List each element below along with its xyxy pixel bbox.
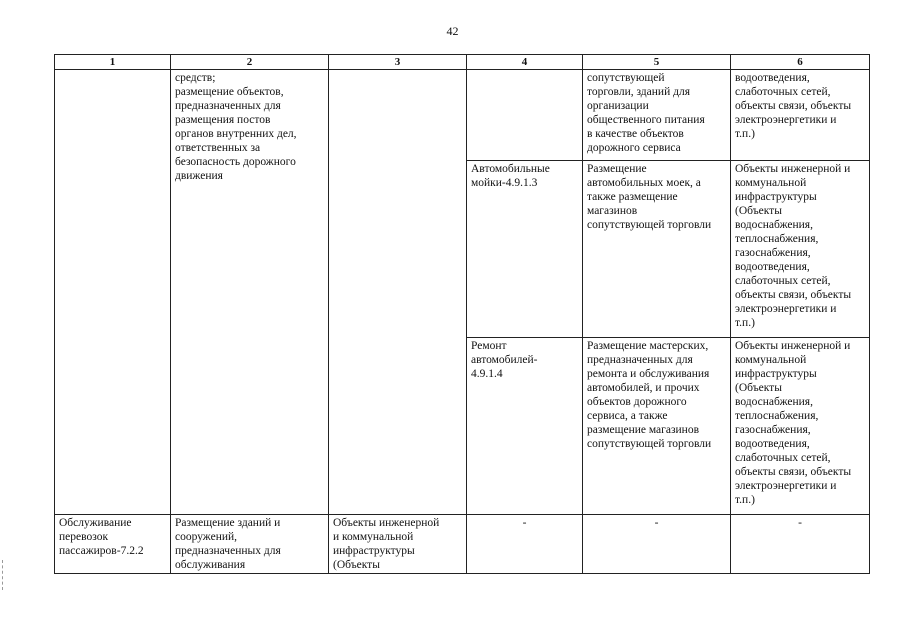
land-use-table bbox=[54, 54, 870, 574]
cell-continued-col1 bbox=[55, 70, 171, 515]
column-header-1: 1 bbox=[55, 55, 171, 70]
cell-passenger-service-col4: - bbox=[467, 515, 583, 574]
cell-car-wash-description: Размещение автомобильных моек, а также размещение магазинов сопутствующей торговли bbox=[583, 161, 731, 338]
column-header-2: 2 bbox=[171, 55, 329, 70]
table-row bbox=[55, 70, 870, 161]
cell-continued-col6: водоотведения, слаботочных сетей, объекты связи, объекты электроэнергетики и т.п.) bbox=[731, 70, 870, 161]
column-header-3: 3 bbox=[329, 55, 467, 70]
cell-car-wash-type: Автомобильные мойки-4.9.1.3 bbox=[467, 161, 583, 338]
header-row bbox=[55, 55, 870, 70]
page-number: 42 bbox=[446, 24, 459, 38]
table-row bbox=[55, 515, 870, 574]
cell-car-repair-infrastructure: Объекты инженерной и коммунальной инфраструктуры (Объекты водоснабжения, теплоснабжения, газоснабжения, водоотведения, слаботочных сетей, объекты связи, объекты электроэнергетики и т.п.) bbox=[731, 338, 870, 515]
cell-passenger-service-col6: - bbox=[731, 515, 870, 574]
cell-passenger-service-type: Обслуживание перевозок пассажиров-7.2.2 bbox=[55, 515, 171, 574]
column-header-5: 5 bbox=[583, 55, 731, 70]
cell-continued-col4 bbox=[467, 70, 583, 161]
cell-continued-col5: сопутствующей торговли, зданий для организации общественного питания в качестве объектов дорожного сервиса bbox=[583, 70, 731, 161]
scan-edge-mark bbox=[2, 560, 4, 590]
cell-passenger-service-infrastructure: Объекты инженерной и коммунальной инфраструктуры (Объекты bbox=[329, 515, 467, 574]
cell-continued-col2: средств; размещение объектов, предназначенных для размещения постов органов внутренних дел, ответственных за безопасность дорожного движения bbox=[171, 70, 329, 515]
cell-passenger-service-col5: - bbox=[583, 515, 731, 574]
cell-car-wash-infrastructure: Объекты инженерной и коммунальной инфраструктуры (Объекты водоснабжения, теплоснабжения, газоснабжения, водоотведения, слаботочных сетей, объекты связи, объекты электроэнергетики и т.п.) bbox=[731, 161, 870, 338]
column-header-6: 6 bbox=[731, 55, 870, 70]
column-header-4: 4 bbox=[467, 55, 583, 70]
cell-car-repair-type: Ремонт автомобилей- 4.9.1.4 bbox=[467, 338, 583, 515]
cell-passenger-service-description: Размещение зданий и сооружений, предназначенных для обслуживания bbox=[171, 515, 329, 574]
cell-car-repair-description: Размещение мастерских, предназначенных для ремонта и обслуживания автомобилей, и прочих объектов дорожного сервиса, а также размещение магазинов сопутствующей торговли bbox=[583, 338, 731, 515]
cell-continued-col3 bbox=[329, 70, 467, 515]
